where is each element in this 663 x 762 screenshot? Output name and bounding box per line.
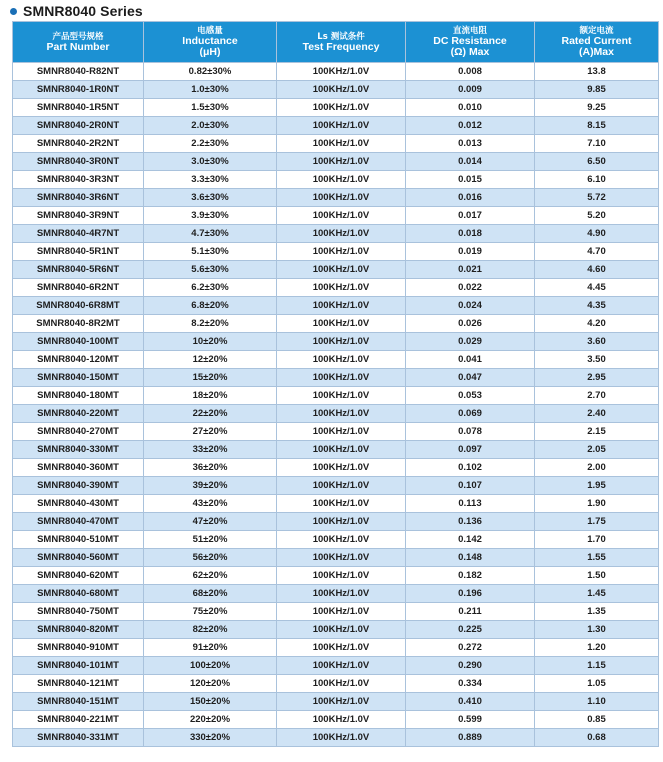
- rated-current-cell: 2.40: [535, 405, 659, 423]
- rated-current-cell: 1.30: [535, 621, 659, 639]
- header-en: Part Number: [46, 40, 110, 53]
- part-number-cell: SMNR8040-3R6NT: [13, 189, 144, 207]
- rated-current-cell: 4.20: [535, 315, 659, 333]
- inductance-cell: 12±20%: [144, 351, 277, 369]
- header-en: Inductance: [182, 35, 238, 47]
- rated-current-cell: 4.70: [535, 243, 659, 261]
- dc-resistance-cell: 0.022: [406, 279, 535, 297]
- table-row: [13, 117, 659, 135]
- inductance-cell: 120±20%: [144, 675, 277, 693]
- rated-current-cell: 8.15: [535, 117, 659, 135]
- inductance-cell: 82±20%: [144, 621, 277, 639]
- table-row: [13, 729, 659, 747]
- rated-current-cell: 6.50: [535, 153, 659, 171]
- test-frequency-cell: 100KHz/1.0V: [277, 99, 406, 117]
- inductance-cell: 3.9±30%: [144, 207, 277, 225]
- test-frequency-cell: 100KHz/1.0V: [277, 243, 406, 261]
- part-number-cell: SMNR8040-331MT: [13, 729, 144, 747]
- header-en: Test Frequency: [302, 40, 380, 53]
- dc-resistance-cell: 0.069: [406, 405, 535, 423]
- rated-current-cell: 1.10: [535, 693, 659, 711]
- dc-resistance-cell: 0.102: [406, 459, 535, 477]
- inductance-cell: 15±20%: [144, 369, 277, 387]
- inductance-cell: 3.6±30%: [144, 189, 277, 207]
- test-frequency-cell: 100KHz/1.0V: [277, 477, 406, 495]
- header-unit: (Ω) Max: [450, 46, 490, 58]
- table-row: [13, 99, 659, 117]
- table-row: [13, 81, 659, 99]
- test-frequency-cell: 100KHz/1.0V: [277, 441, 406, 459]
- inductance-cell: 62±20%: [144, 567, 277, 585]
- inductance-cell: 68±20%: [144, 585, 277, 603]
- rated-current-cell: 13.8: [535, 63, 659, 81]
- inductance-cell: 27±20%: [144, 423, 277, 441]
- dc-resistance-cell: 0.182: [406, 567, 535, 585]
- test-frequency-cell: 100KHz/1.0V: [277, 693, 406, 711]
- inductance-cell: 330±20%: [144, 729, 277, 747]
- header-dc-resistance: [406, 22, 535, 63]
- dc-resistance-cell: 0.009: [406, 81, 535, 99]
- inductance-cell: 33±20%: [144, 441, 277, 459]
- header-en: DC Resistance: [433, 35, 507, 47]
- dc-resistance-cell: 0.410: [406, 693, 535, 711]
- part-number-cell: SMNR8040-910MT: [13, 639, 144, 657]
- table-row: [13, 243, 659, 261]
- table-row: [13, 639, 659, 657]
- table-row: [13, 549, 659, 567]
- dc-resistance-cell: 0.078: [406, 423, 535, 441]
- inductance-cell: 43±20%: [144, 495, 277, 513]
- header-cn: 直流电阻: [452, 26, 487, 36]
- test-frequency-cell: 100KHz/1.0V: [277, 639, 406, 657]
- rated-current-cell: 1.95: [535, 477, 659, 495]
- dc-resistance-cell: 0.334: [406, 675, 535, 693]
- inductance-cell: 150±20%: [144, 693, 277, 711]
- inductance-cell: 91±20%: [144, 639, 277, 657]
- test-frequency-cell: 100KHz/1.0V: [277, 297, 406, 315]
- rated-current-cell: 2.15: [535, 423, 659, 441]
- test-frequency-cell: 100KHz/1.0V: [277, 423, 406, 441]
- dc-resistance-cell: 0.024: [406, 297, 535, 315]
- table-row: [13, 369, 659, 387]
- dc-resistance-cell: 0.008: [406, 63, 535, 81]
- part-number-cell: SMNR8040-101MT: [13, 657, 144, 675]
- rated-current-cell: 1.50: [535, 567, 659, 585]
- test-frequency-cell: 100KHz/1.0V: [277, 603, 406, 621]
- dc-resistance-cell: 0.136: [406, 513, 535, 531]
- test-frequency-cell: 100KHz/1.0V: [277, 531, 406, 549]
- inductance-cell: 5.6±30%: [144, 261, 277, 279]
- part-number-cell: SMNR8040-430MT: [13, 495, 144, 513]
- inductance-cell: 22±20%: [144, 405, 277, 423]
- part-number-cell: SMNR8040-8R2MT: [13, 315, 144, 333]
- rated-current-cell: 3.50: [535, 351, 659, 369]
- dc-resistance-cell: 0.018: [406, 225, 535, 243]
- test-frequency-cell: 100KHz/1.0V: [277, 549, 406, 567]
- part-number-cell: SMNR8040-221MT: [13, 711, 144, 729]
- dc-resistance-cell: 0.148: [406, 549, 535, 567]
- test-frequency-cell: 100KHz/1.0V: [277, 585, 406, 603]
- header-cn: 额定电流: [579, 26, 614, 36]
- test-frequency-cell: 100KHz/1.0V: [277, 333, 406, 351]
- rated-current-cell: 2.05: [535, 441, 659, 459]
- table-row: [13, 693, 659, 711]
- test-frequency-cell: 100KHz/1.0V: [277, 711, 406, 729]
- part-number-cell: SMNR8040-121MT: [13, 675, 144, 693]
- table-row: [13, 477, 659, 495]
- spec-table: [12, 21, 659, 747]
- inductance-cell: 220±20%: [144, 711, 277, 729]
- table-row: [13, 567, 659, 585]
- header-unit: (μH): [199, 46, 221, 58]
- part-number-cell: SMNR8040-1R5NT: [13, 99, 144, 117]
- rated-current-cell: 0.85: [535, 711, 659, 729]
- part-number-cell: SMNR8040-1R0NT: [13, 81, 144, 99]
- test-frequency-cell: 100KHz/1.0V: [277, 117, 406, 135]
- table-row: [13, 441, 659, 459]
- dc-resistance-cell: 0.599: [406, 711, 535, 729]
- table-body: [13, 63, 659, 747]
- part-number-cell: SMNR8040-3R3NT: [13, 171, 144, 189]
- part-number-cell: SMNR8040-180MT: [13, 387, 144, 405]
- inductance-cell: 18±20%: [144, 387, 277, 405]
- rated-current-cell: 9.25: [535, 99, 659, 117]
- dc-resistance-cell: 0.290: [406, 657, 535, 675]
- table-row: [13, 351, 659, 369]
- rated-current-cell: 5.20: [535, 207, 659, 225]
- rated-current-cell: 4.90: [535, 225, 659, 243]
- dc-resistance-cell: 0.013: [406, 135, 535, 153]
- part-number-cell: SMNR8040-330MT: [13, 441, 144, 459]
- test-frequency-cell: 100KHz/1.0V: [277, 729, 406, 747]
- dc-resistance-cell: 0.026: [406, 315, 535, 333]
- test-frequency-cell: 100KHz/1.0V: [277, 315, 406, 333]
- rated-current-cell: 5.72: [535, 189, 659, 207]
- test-frequency-cell: 100KHz/1.0V: [277, 189, 406, 207]
- rated-current-cell: 1.45: [535, 585, 659, 603]
- part-number-cell: SMNR8040-2R0NT: [13, 117, 144, 135]
- dc-resistance-cell: 0.017: [406, 207, 535, 225]
- dc-resistance-cell: 0.097: [406, 441, 535, 459]
- rated-current-cell: 1.05: [535, 675, 659, 693]
- test-frequency-cell: 100KHz/1.0V: [277, 657, 406, 675]
- table-row: [13, 297, 659, 315]
- part-number-cell: SMNR8040-220MT: [13, 405, 144, 423]
- dc-resistance-cell: 0.889: [406, 729, 535, 747]
- table-row: [13, 585, 659, 603]
- table-row: [13, 315, 659, 333]
- test-frequency-cell: 100KHz/1.0V: [277, 513, 406, 531]
- dc-resistance-cell: 0.012: [406, 117, 535, 135]
- dc-resistance-cell: 0.211: [406, 603, 535, 621]
- dc-resistance-cell: 0.225: [406, 621, 535, 639]
- table-row: [13, 171, 659, 189]
- rated-current-cell: 1.70: [535, 531, 659, 549]
- inductance-cell: 1.0±30%: [144, 81, 277, 99]
- part-number-cell: SMNR8040-R82NT: [13, 63, 144, 81]
- table-row: [13, 225, 659, 243]
- inductance-cell: 0.82±30%: [144, 63, 277, 81]
- table-row: [13, 531, 659, 549]
- part-number-cell: SMNR8040-151MT: [13, 693, 144, 711]
- inductance-cell: 75±20%: [144, 603, 277, 621]
- test-frequency-cell: 100KHz/1.0V: [277, 387, 406, 405]
- rated-current-cell: 1.90: [535, 495, 659, 513]
- inductance-cell: 5.1±30%: [144, 243, 277, 261]
- rated-current-cell: 0.68: [535, 729, 659, 747]
- test-frequency-cell: 100KHz/1.0V: [277, 621, 406, 639]
- inductance-cell: 47±20%: [144, 513, 277, 531]
- inductance-cell: 2.2±30%: [144, 135, 277, 153]
- inductance-cell: 100±20%: [144, 657, 277, 675]
- inductance-cell: 51±20%: [144, 531, 277, 549]
- rated-current-cell: 4.60: [535, 261, 659, 279]
- dc-resistance-cell: 0.010: [406, 99, 535, 117]
- table-row: [13, 459, 659, 477]
- rated-current-cell: 2.00: [535, 459, 659, 477]
- dc-resistance-cell: 0.272: [406, 639, 535, 657]
- test-frequency-cell: 100KHz/1.0V: [277, 207, 406, 225]
- table-row: [13, 423, 659, 441]
- dc-resistance-cell: 0.113: [406, 495, 535, 513]
- inductance-cell: 2.0±30%: [144, 117, 277, 135]
- rated-current-cell: 1.20: [535, 639, 659, 657]
- part-number-cell: SMNR8040-560MT: [13, 549, 144, 567]
- rated-current-cell: 2.70: [535, 387, 659, 405]
- part-number-cell: SMNR8040-100MT: [13, 333, 144, 351]
- table-row: [13, 135, 659, 153]
- inductance-cell: 4.7±30%: [144, 225, 277, 243]
- test-frequency-cell: 100KHz/1.0V: [277, 495, 406, 513]
- rated-current-cell: 1.55: [535, 549, 659, 567]
- series-heading: [8, 2, 143, 20]
- table-row: [13, 153, 659, 171]
- test-frequency-cell: 100KHz/1.0V: [277, 351, 406, 369]
- header-cn: 产品型号规格: [52, 31, 104, 42]
- dc-resistance-cell: 0.014: [406, 153, 535, 171]
- table-row: [13, 603, 659, 621]
- table-row: [13, 279, 659, 297]
- table-row: [13, 495, 659, 513]
- inductance-cell: 6.8±20%: [144, 297, 277, 315]
- test-frequency-cell: 100KHz/1.0V: [277, 279, 406, 297]
- test-frequency-cell: 100KHz/1.0V: [277, 261, 406, 279]
- rated-current-cell: 4.35: [535, 297, 659, 315]
- test-frequency-cell: 100KHz/1.0V: [277, 225, 406, 243]
- part-number-cell: SMNR8040-360MT: [13, 459, 144, 477]
- table-row: [13, 675, 659, 693]
- dc-resistance-cell: 0.041: [406, 351, 535, 369]
- header-row: [13, 22, 659, 63]
- part-number-cell: SMNR8040-2R2NT: [13, 135, 144, 153]
- rated-current-cell: 1.75: [535, 513, 659, 531]
- inductance-cell: 39±20%: [144, 477, 277, 495]
- rated-current-cell: 1.15: [535, 657, 659, 675]
- inductance-cell: 8.2±20%: [144, 315, 277, 333]
- part-number-cell: SMNR8040-750MT: [13, 603, 144, 621]
- series-title: SMNR8040 Series: [23, 3, 143, 19]
- header-rated-current: [535, 22, 659, 63]
- test-frequency-cell: 100KHz/1.0V: [277, 153, 406, 171]
- dc-resistance-cell: 0.019: [406, 243, 535, 261]
- dc-resistance-cell: 0.196: [406, 585, 535, 603]
- rated-current-cell: 6.10: [535, 171, 659, 189]
- test-frequency-cell: 100KHz/1.0V: [277, 171, 406, 189]
- dc-resistance-cell: 0.021: [406, 261, 535, 279]
- table-header: [13, 22, 659, 63]
- inductance-cell: 6.2±30%: [144, 279, 277, 297]
- test-frequency-cell: 100KHz/1.0V: [277, 135, 406, 153]
- inductance-cell: 3.0±30%: [144, 153, 277, 171]
- part-number-cell: SMNR8040-680MT: [13, 585, 144, 603]
- table-row: [13, 63, 659, 81]
- inductance-cell: 56±20%: [144, 549, 277, 567]
- part-number-cell: SMNR8040-6R2NT: [13, 279, 144, 297]
- test-frequency-cell: 100KHz/1.0V: [277, 675, 406, 693]
- rated-current-cell: 3.60: [535, 333, 659, 351]
- table-row: [13, 387, 659, 405]
- rated-current-cell: 1.35: [535, 603, 659, 621]
- inductance-cell: 1.5±30%: [144, 99, 277, 117]
- dc-resistance-cell: 0.107: [406, 477, 535, 495]
- part-number-cell: SMNR8040-620MT: [13, 567, 144, 585]
- test-frequency-cell: 100KHz/1.0V: [277, 567, 406, 585]
- test-frequency-cell: 100KHz/1.0V: [277, 63, 406, 81]
- header-unit: (A)Max: [578, 46, 614, 58]
- part-number-cell: SMNR8040-120MT: [13, 351, 144, 369]
- part-number-cell: SMNR8040-4R7NT: [13, 225, 144, 243]
- part-number-cell: SMNR8040-270MT: [13, 423, 144, 441]
- rated-current-cell: 9.85: [535, 81, 659, 99]
- table-row: [13, 189, 659, 207]
- dc-resistance-cell: 0.015: [406, 171, 535, 189]
- dc-resistance-cell: 0.053: [406, 387, 535, 405]
- table-row: [13, 621, 659, 639]
- bullet-dot-icon: [10, 8, 17, 15]
- rated-current-cell: 4.45: [535, 279, 659, 297]
- part-number-cell: SMNR8040-510MT: [13, 531, 144, 549]
- header-test-frequency: [277, 22, 406, 63]
- part-number-cell: SMNR8040-3R0NT: [13, 153, 144, 171]
- header-inductance: [144, 22, 277, 63]
- table-row: [13, 657, 659, 675]
- part-number-cell: SMNR8040-820MT: [13, 621, 144, 639]
- part-number-cell: SMNR8040-6R8MT: [13, 297, 144, 315]
- table-row: [13, 513, 659, 531]
- dc-resistance-cell: 0.047: [406, 369, 535, 387]
- test-frequency-cell: 100KHz/1.0V: [277, 459, 406, 477]
- dc-resistance-cell: 0.016: [406, 189, 535, 207]
- dc-resistance-cell: 0.029: [406, 333, 535, 351]
- table-row: [13, 711, 659, 729]
- inductance-cell: 3.3±30%: [144, 171, 277, 189]
- dc-resistance-cell: 0.142: [406, 531, 535, 549]
- table-row: [13, 261, 659, 279]
- header-part-number: [13, 22, 144, 63]
- part-number-cell: SMNR8040-3R9NT: [13, 207, 144, 225]
- part-number-cell: SMNR8040-470MT: [13, 513, 144, 531]
- test-frequency-cell: 100KHz/1.0V: [277, 81, 406, 99]
- table-row: [13, 333, 659, 351]
- test-frequency-cell: 100KHz/1.0V: [277, 369, 406, 387]
- inductance-cell: 36±20%: [144, 459, 277, 477]
- table-row: [13, 405, 659, 423]
- rated-current-cell: 2.95: [535, 369, 659, 387]
- rated-current-cell: 7.10: [535, 135, 659, 153]
- inductance-cell: 10±20%: [144, 333, 277, 351]
- table-row: [13, 207, 659, 225]
- part-number-cell: SMNR8040-5R6NT: [13, 261, 144, 279]
- test-frequency-cell: 100KHz/1.0V: [277, 405, 406, 423]
- header-cn: Ls 测试条件: [317, 31, 365, 42]
- part-number-cell: SMNR8040-390MT: [13, 477, 144, 495]
- header-cn: 电感量: [197, 26, 223, 36]
- part-number-cell: SMNR8040-150MT: [13, 369, 144, 387]
- part-number-cell: SMNR8040-5R1NT: [13, 243, 144, 261]
- header-en: Rated Current: [561, 35, 632, 47]
